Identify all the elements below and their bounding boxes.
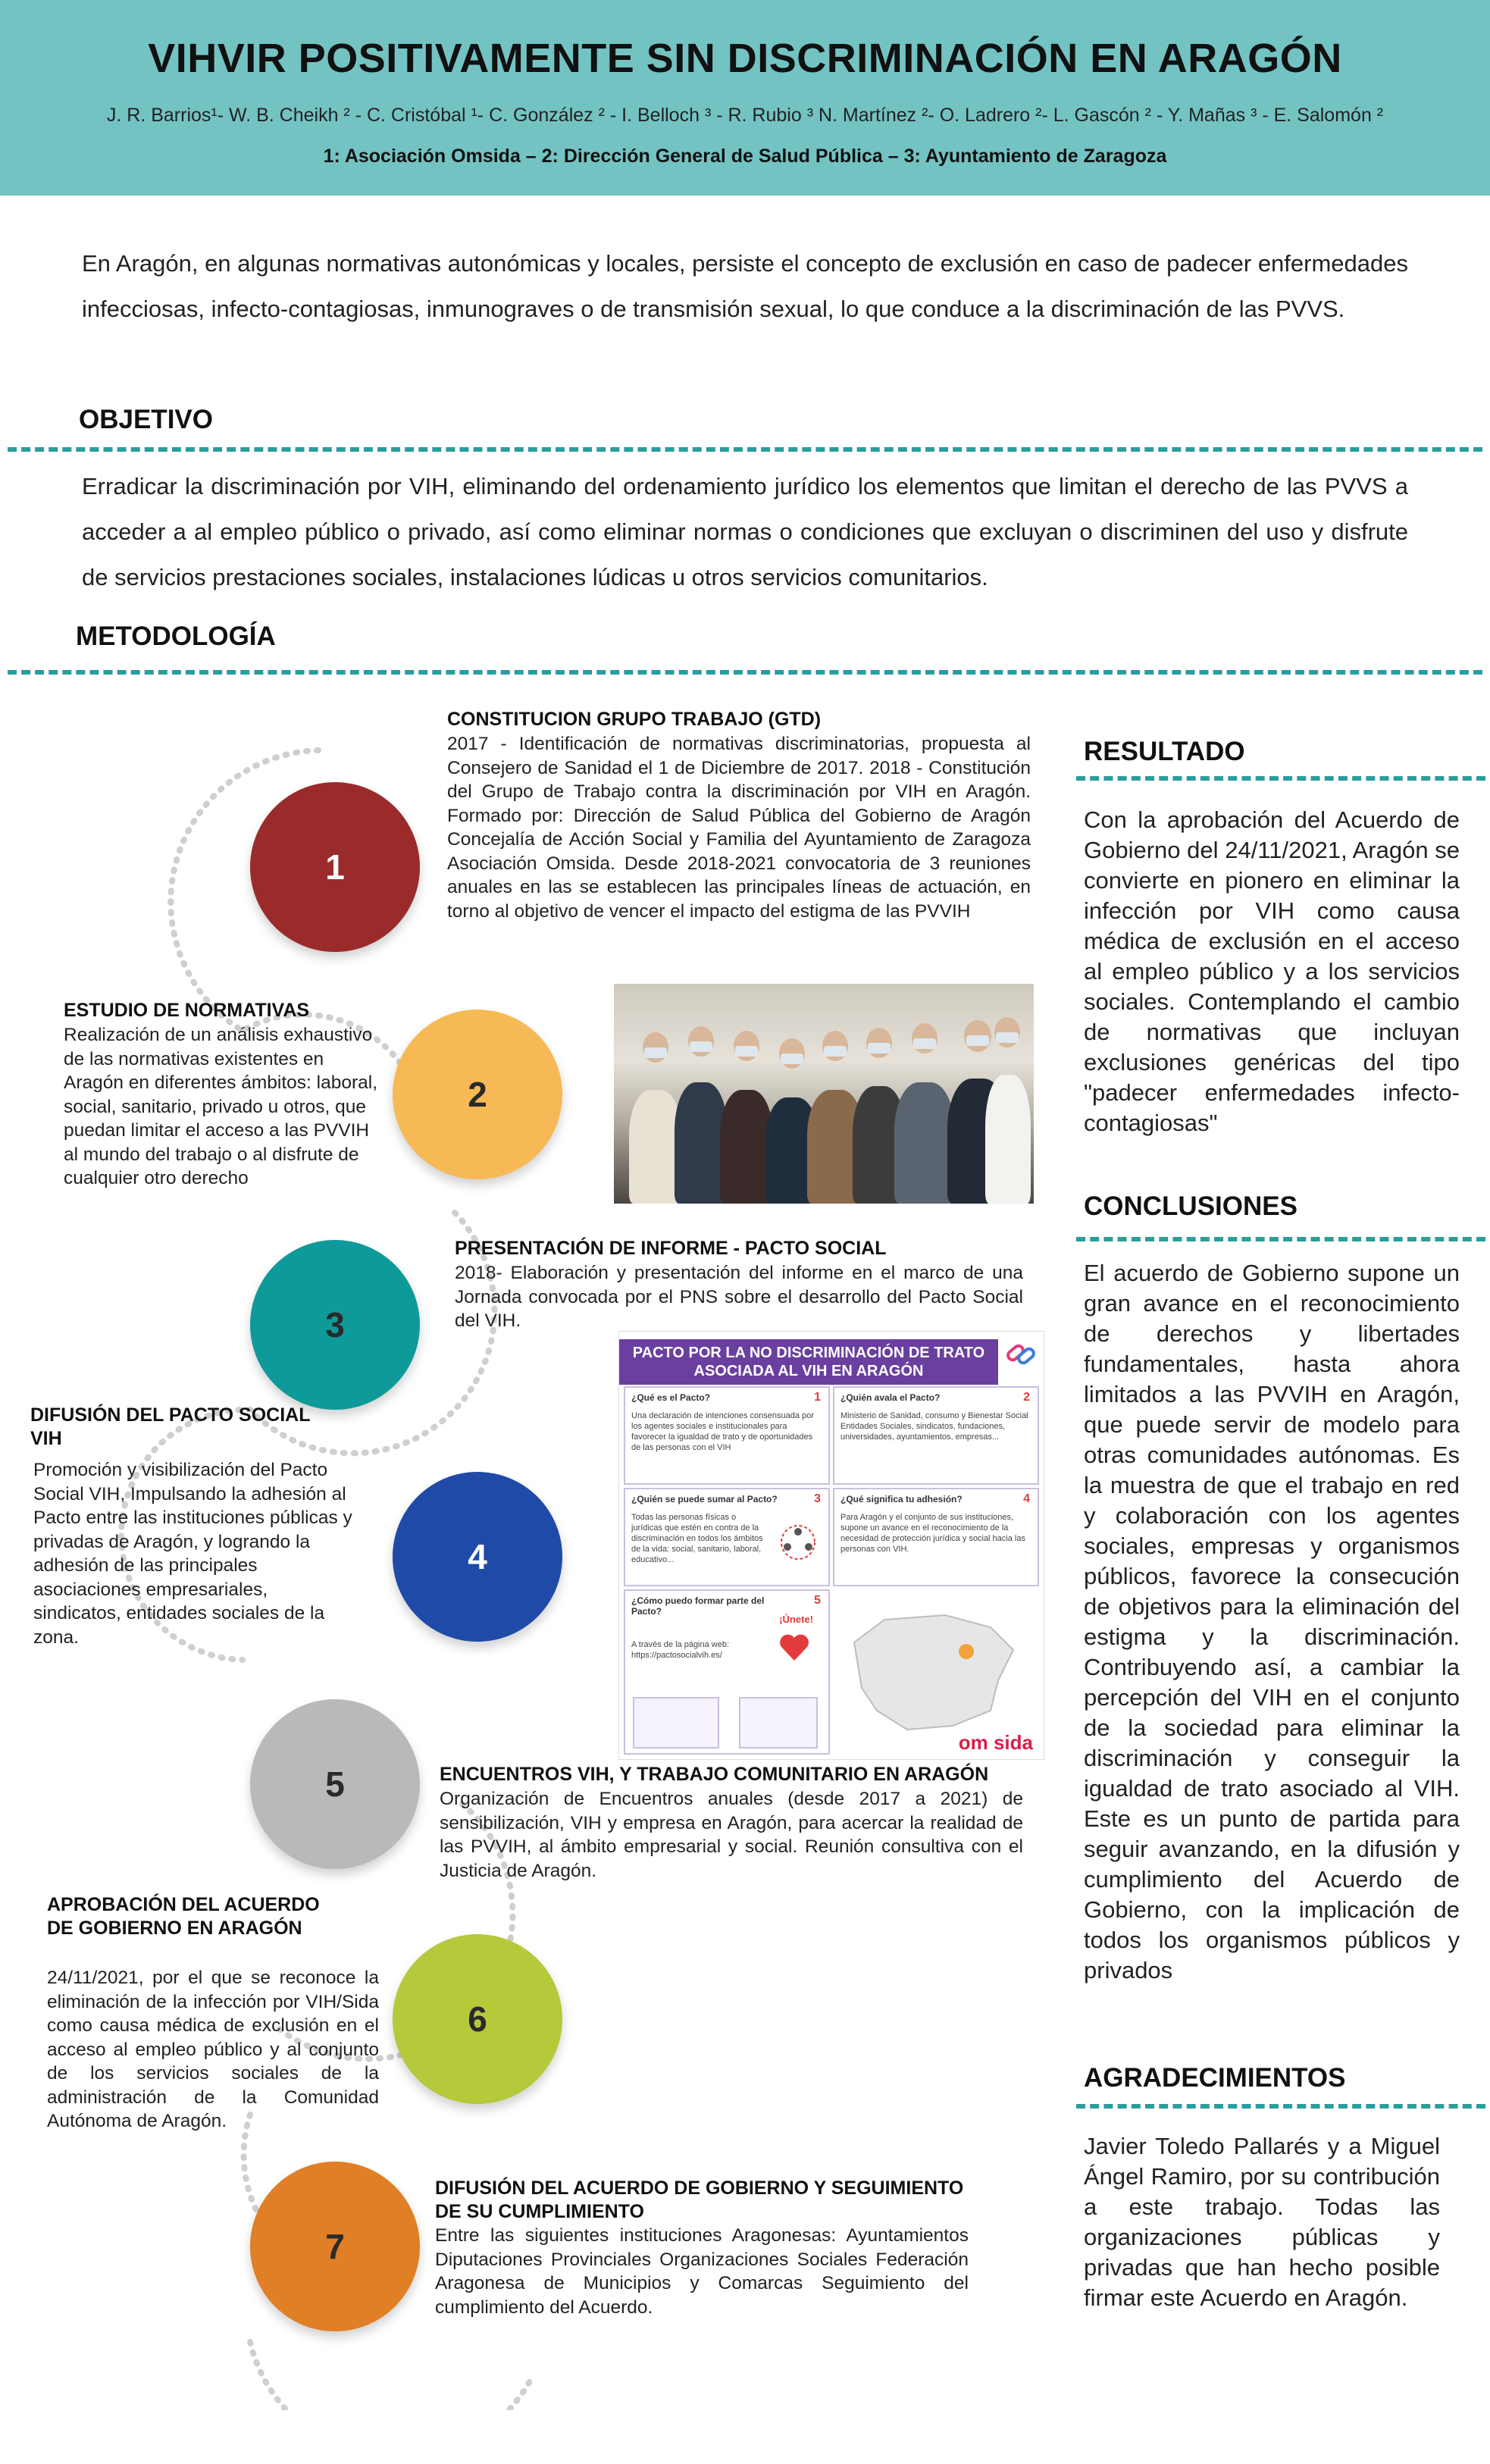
conclusiones-text: El acuerdo de Gobierno supone un gran avance en el reconocimiento de derechos y libertades fundamentales, hasta ahora limitados a las PVVIH en Aragón, que puede servir de modelo para otras comunidades autónomas. Es la muestra de que el trabajo en red y colaboración con los agentes sociales, empresas y organismos públicos, favorece la consecución de objetivos para la eliminación del estigma y la discriminación. Contribuyendo así, a cambiar la percepción del VIH en el conjunto de la sociedad para eliminar la discriminación y conseguir la igualdad de trato asociado al VIH. Este es un punto de partida para seguir avanzando, en la difusión y cumplimiento del Acuerdo de Gobierno, con la implicación de todos los organismos públicos y privados	[1084, 1260, 1460, 1983]
metodologia-heading: METODOLOGÍA	[76, 621, 276, 651]
resultado-text: Con la aprobación del Acuerdo de Gobierno del 24/11/2021, Aragón se convierte en pionero en eliminar la infección por VIH como causa médica de exclusión en el acceso al empleo público y a los servicios sociales. Contemplando el cambio de normativas que incluyan exclusiones genéricas del tipo "padecer enfermedades infecto-contagiosas"	[1084, 806, 1460, 1136]
box-number: 3	[814, 1492, 821, 1505]
step-circle-4	[393, 1472, 562, 1642]
step-5-title: ENCUENTROS VIH, Y TRABAJO COMUNITARIO EN ARAGÓN	[440, 1764, 989, 1785]
objetivo-heading: OBJETIVO	[79, 405, 213, 434]
pacto-header: PACTO POR LA NO DISCRIMINACIÓN DE TRATO ASOCIADA AL VIH EN ARAGÓN	[619, 1339, 998, 1385]
box-question: ¿Cómo puedo formar parte del Pacto?	[631, 1595, 765, 1617]
step-circle-6	[393, 1934, 562, 2104]
resultado-heading: RESULTADO	[1084, 737, 1245, 766]
box-text: A través de la página web: https://pactosocialvih.es/	[631, 1640, 730, 1660]
step-3-title: PRESENTACIÓN DE INFORME - PACTO SOCIAL	[455, 1238, 887, 1259]
pacto-box-3	[624, 1488, 830, 1586]
omsida-logo: om sida	[958, 1731, 1033, 1754]
step-number: 3	[325, 1305, 345, 1345]
step-number: 6	[468, 1999, 487, 2039]
step-1-title: CONSTITUCION GRUPO TRABAJO (GTD)	[447, 709, 822, 730]
step-number: 1	[325, 847, 345, 887]
step-circle-1	[250, 782, 420, 952]
adhesion-individual-image	[739, 1697, 818, 1749]
section-divider	[8, 670, 1482, 675]
box-number: 5	[814, 1594, 821, 1607]
group-photo	[614, 984, 1034, 1204]
step-7-title: DIFUSIÓN DEL ACUERDO DE GOBIERNO Y SEGUIMIENTO DE SU CUMPLIMIENTO	[435, 2178, 964, 2222]
box-text: Ministerio de Sanidad, consumo y Bienestar Social Entidades Sociales, sindicatos, fundaciones, universidades, ayuntamientos, empresas...	[840, 1411, 1028, 1442]
chain-link-icon	[1004, 1338, 1038, 1371]
box-question: ¿Quién se puede sumar al Pacto?	[631, 1494, 778, 1504]
adhesion-colectiva-image	[633, 1697, 719, 1749]
step-number: 2	[468, 1075, 487, 1114]
poster-title: VIHVIR POSITIVAMENTE SIN DISCRIMINACIÓN EN ARAGÓN	[148, 36, 1342, 81]
agradecimientos-heading: AGRADECIMIENTOS	[1084, 2063, 1346, 2093]
section-divider	[1076, 2104, 1485, 2109]
box-number: 4	[1023, 1492, 1030, 1505]
pacto-box-2	[833, 1386, 1039, 1485]
unete-label: ¡Únete!	[779, 1614, 813, 1625]
spain-map-icon	[839, 1597, 1038, 1745]
step-1-text: 2017 - Identificación de normativas discriminatorias, propuesta al Consejero de Sanidad el 1 de Diciembre de 2017. 2018 - Constitución del Grupo de Trabajo contra la discriminación por VIH en Aragón. Formado por: Dirección de Salud Pública del Gobierno de Aragón Concejalía de Acción Social y Familia del Ayuntamiento de Zaragoza Asociación Omsida. Desde 2018-2021 convocatoria de 3 reuniones anuales en las se establecen las principales líneas de actuación, en torno al objetivo de vencer el impacto del estigma de las PVVIH	[447, 734, 1031, 922]
authors-line: J. R. Barrios¹- W. B. Cheikh ² - C. Cristóbal ¹- C. González ² - I. Belloch ³ - R. Rubio ³ N. Martínez ²- O. Ladrero ²- L. Gascón ² - Y. Mañas ³ - E. Salomón ²	[106, 105, 1384, 126]
step-number: 4	[468, 1537, 487, 1576]
step-4-text: Promoción y visibilización del Pacto Social VIH, Impulsando la adhesión al Pacto entre las instituciones públicas y privadas de Aragón, y logrando la adhesión de las principales asociaciones empresariales, sindicatos, entidades sociales de la zona.	[33, 1460, 352, 1648]
pacto-infographic	[618, 1331, 1044, 1760]
step-2-text: Realización de un análisis exhaustivo de las normativas existentes en Aragón en diferentes ámbitos: laboral, social, sanitario, privado u otros, que puedan limitar el acceso a las PVVIH al mundo del trabajo o al disfrute de cualquier otro derecho	[64, 1025, 378, 1188]
step-circle-7	[250, 2162, 420, 2331]
step-number: 7	[325, 2227, 345, 2266]
step-2-title: ESTUDIO DE NORMATIVAS	[64, 1000, 310, 1021]
box-question: ¿Quién avala el Pacto?	[840, 1392, 941, 1403]
pacto-box-5	[624, 1589, 830, 1755]
agradecimientos-text: Javier Toledo Pallarés y a Miguel Ángel Ramiro, por su contribución a este trabajo. Todas las organizaciones públicas y privadas que han hecho posible firmar este Acuerdo en Aragón.	[1084, 2133, 1440, 2311]
step-3-text: 2018- Elaboración y presentación del informe en el marco de una Jornada convocada por el PNS sobre el desarrollo del Pacto Social del VIH.	[455, 1263, 1023, 1331]
pacto-box-1	[624, 1386, 830, 1485]
pacto-box-4	[833, 1488, 1039, 1586]
box-number: 1	[814, 1391, 821, 1404]
section-divider	[1076, 1237, 1485, 1241]
step-5-text: Organización de Encuentros anuales (desde 2017 a 2021) de sensibilización, VIH y empresa en Aragón, para acercar la realidad de las PVVIH, al ámbito empresarial y social. Reunión consultiva con el Justicia de Aragón.	[440, 1789, 1023, 1881]
step-4-title: DIFUSIÓN DEL PACTO SOCIAL VIH	[30, 1404, 311, 1449]
step-number: 5	[325, 1764, 345, 1804]
section-divider	[1076, 776, 1485, 781]
box-text: Para Aragón y el conjunto de sus instituciones, supone un avance en el reconocimiento de la necesidad de protección jurídica y social hacia las personas con VIH.	[840, 1513, 1025, 1554]
heart-icon	[777, 1630, 812, 1664]
box-question: ¿Qué significa tu adhesión?	[840, 1494, 963, 1504]
objetivo-text: Erradicar la discriminación por VIH, eliminando del ordenamiento jurídico los elementos que limitan el derecho de las PVVS a acceder a al empleo público o privado, así como eliminar normas o condiciones que excluyan o discriminen del uso y disfrute de servicios prestaciones sociales, instalaciones lúdicas u otros servicios comunitarios.	[82, 473, 1408, 590]
affiliations-line: 1: Asociación Omsida – 2: Dirección General de Salud Pública – 3: Ayuntamiento de Zaragoza	[323, 146, 1167, 167]
step-6-text: 24/11/2021, por el que se reconoce la eliminación de la infección por VIH/Sida como causa médica de exclusión en el acceso al empleo público y al conjunto de los servicios sociales de la administración de la Comunidad Autónoma de Aragón.	[47, 1968, 379, 2131]
section-divider	[8, 447, 1482, 452]
step-circle-2	[393, 1010, 562, 1179]
step-circle-5	[250, 1699, 420, 1869]
step-6-title: APROBACIÓN DEL ACUERDO DE GOBIERNO EN ARAGÓN	[47, 1894, 320, 1939]
step-circle-3	[250, 1240, 420, 1410]
people-circle-icon	[775, 1520, 821, 1565]
box-question: ¿Qué es el Pacto?	[631, 1392, 711, 1403]
box-text: Una declaración de intenciones consensuada por los agentes sociales e institucionales para favorecer la igualdad de trato y de oportunidades de las personas con el VIH	[631, 1411, 814, 1452]
box-number: 2	[1023, 1391, 1030, 1404]
intro-paragraph: En Aragón, en algunas normativas autonómicas y locales, persiste el concepto de exclusión en caso de padecer enfermedades infecciosas, infecto-contagiosas, inmunograves o de transmisión sexual, lo que conduce a la discriminación de las PVVS.	[82, 250, 1408, 322]
step-7-text: Entre las siguientes instituciones Aragonesas: Ayuntamientos Diputaciones Provinciales Organizaciones Sociales Federación Aragonesa de Municipios y Comarcas Seguimiento del cumplimiento del Acuerdo.	[435, 2225, 969, 2318]
conclusiones-heading: CONCLUSIONES	[1084, 1191, 1297, 1221]
box-text: Todas las personas físicas o jurídicas que estén en contra de la discriminación en todos los ámbitos de la vida: social, sanitario, laboral, educativo...	[631, 1513, 763, 1564]
